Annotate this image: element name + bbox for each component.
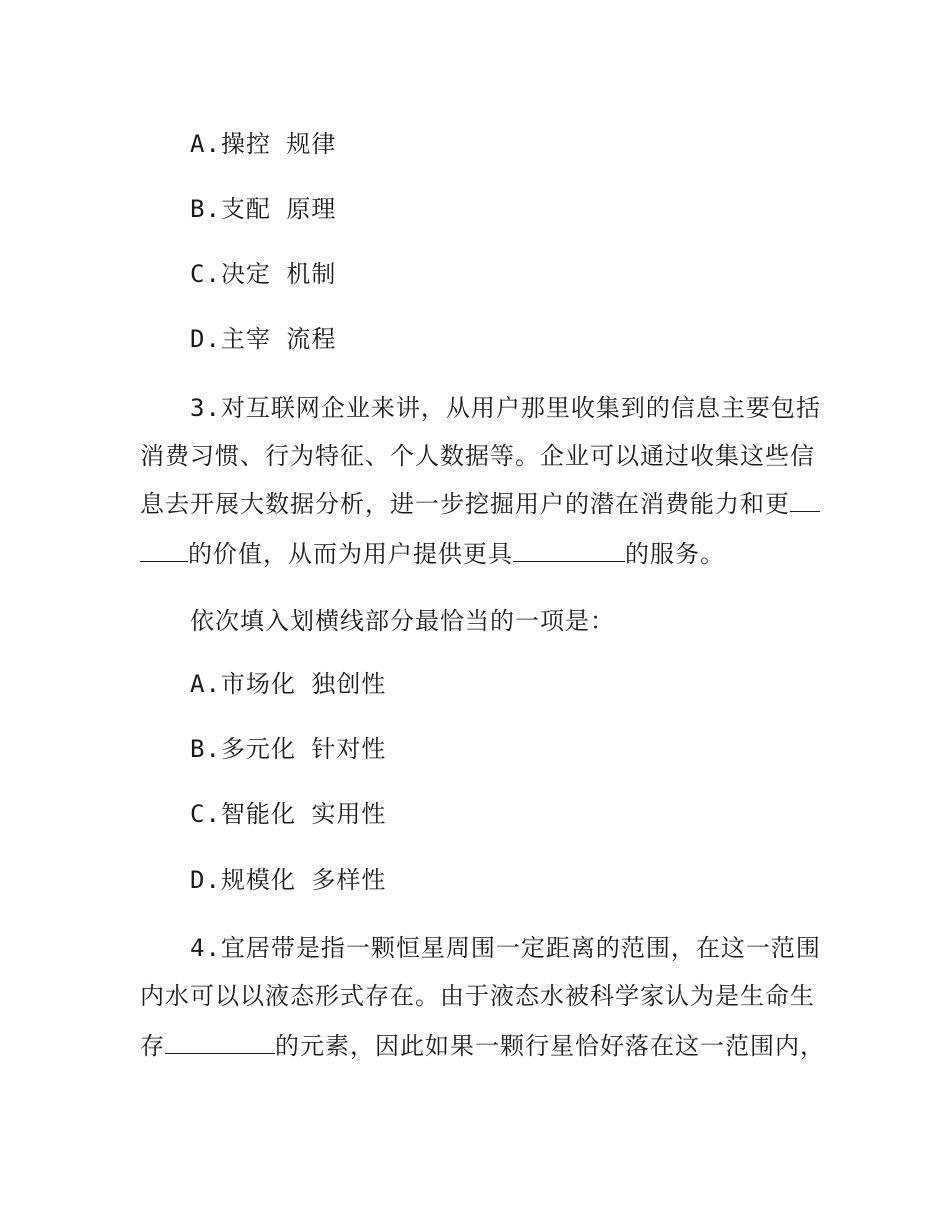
q2-option-b: B.支配 原理: [190, 195, 337, 223]
q3-option-d: D.规模化 多样性: [190, 866, 387, 894]
q4-text-line-1: 4.宜居带是指一颗恒星周围一定距离的范围，在这一范围: [190, 934, 821, 962]
q4-blank-1: [165, 1031, 275, 1054]
q3-option-c: C.智能化 实用性: [190, 800, 387, 828]
q4-text-line-3-b: 的元素，因此如果一颗行星恰好落在这一范围内，: [275, 1032, 825, 1060]
q3-text-line-3-text: 息去开展大数据分析，进一步挖掘用户的潜在消费能力和更: [140, 490, 790, 518]
q3-text-line-4-b: 的服务。: [625, 540, 725, 568]
q3-blank-1-start: [790, 489, 820, 512]
q3-blank-2: [513, 539, 625, 562]
q2-option-c: C.决定 机制: [190, 260, 337, 288]
q3-text-line-4: [140, 538, 725, 570]
q4-text-line-3: [140, 1030, 825, 1062]
q3-instruction: 依次填入划横线部分最恰当的一项是：: [190, 607, 615, 635]
q3-option-b: B.多元化 针对性: [190, 735, 387, 763]
q3-blank-1-end: [140, 539, 188, 562]
q3-text-line-3: [140, 488, 820, 520]
q4-text-line-3-a: 存: [140, 1032, 165, 1060]
q4-text-line-2: 内水可以以液态形式存在。由于液态水被科学家认为是生命生: [140, 982, 815, 1010]
q2-option-d: D.主宰 流程: [190, 325, 337, 353]
q3-text-line-4-a: 的价值，从而为用户提供更具: [188, 540, 513, 568]
q3-text-line-2: 消费习惯、行为特征、个人数据等。企业可以通过收集这些信: [140, 442, 815, 470]
q3-option-a: A.市场化 独创性: [190, 670, 387, 698]
q3-text-line-1: 3.对互联网企业来讲，从用户那里收集到的信息主要包括: [190, 394, 821, 422]
q2-option-a: A.操控 规律: [190, 130, 337, 158]
